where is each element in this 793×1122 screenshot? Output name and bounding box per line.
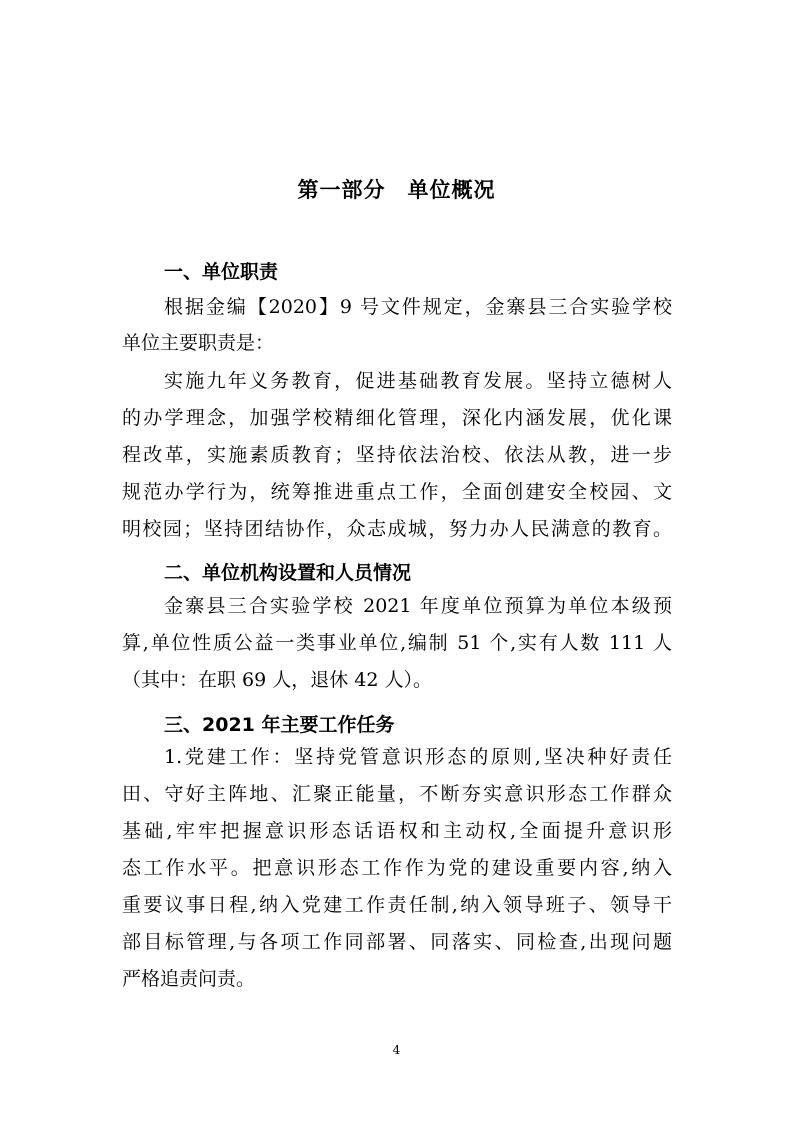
section-heading-duties: 一、单位职责 xyxy=(164,261,279,283)
paragraph-line: 规范办学行为，统筹推进重点工作，全面创建安全校园、文 xyxy=(122,481,672,503)
paragraph-line: 态工作水平。把意识形态工作作为党的建设重要内容,纳入 xyxy=(122,857,672,879)
page-number: 4 xyxy=(392,1043,401,1057)
paragraph-line: 重要议事日程,纳入党建工作责任制,纳入领导班子、领导干 xyxy=(122,894,672,916)
paragraph-line: 单位主要职责是： xyxy=(122,332,275,354)
paragraph-line: 部目标管理,与各项工作同部署、同落实、同检查,出现问题 xyxy=(122,931,672,953)
paragraph-line: 严格追责问责。 xyxy=(122,968,256,990)
paragraph-line: 金寨县三合实验学校 2021 年度单位预算为单位本级预 xyxy=(164,595,672,617)
paragraph-line: 基础,牢牢把握意识形态话语权和主动权,全面提升意识形 xyxy=(122,820,672,842)
section-heading-organization: 二、单位机构设置和人员情况 xyxy=(164,562,412,584)
paragraph-line: 程改革，实施素质教育；坚持依法治校、依法从教，进一步 xyxy=(122,444,672,466)
section-heading-tasks: 三、2021 年主要工作任务 xyxy=(164,714,395,736)
paragraph-line: （其中：在职 69 人，退休 42 人）。 xyxy=(122,669,433,691)
paragraph-line: 田、守好主阵地、汇聚正能量，不断夯实意识形态工作群众 xyxy=(122,783,672,805)
paragraph-line: 算,单位性质公益一类事业单位,编制 51 个,实有人数 111 人 xyxy=(122,632,672,654)
paragraph-line: 明校园；坚持团结协作，众志成城，努力办人民满意的教育。 xyxy=(122,518,672,540)
paragraph-line: 1.党建工作：坚持党管意识形态的原则,坚决种好责任 xyxy=(164,746,672,768)
page-title: 第一部分 单位概况 xyxy=(297,178,496,202)
paragraph-line: 根据金编【2020】9 号文件规定，金寨县三合实验学校 xyxy=(164,296,672,318)
paragraph-line: 的办学理念，加强学校精细化管理，深化内涵发展，优化课 xyxy=(122,407,672,429)
paragraph-line: 实施九年义务教育，促进基础教育发展。坚持立德树人 xyxy=(164,370,672,392)
